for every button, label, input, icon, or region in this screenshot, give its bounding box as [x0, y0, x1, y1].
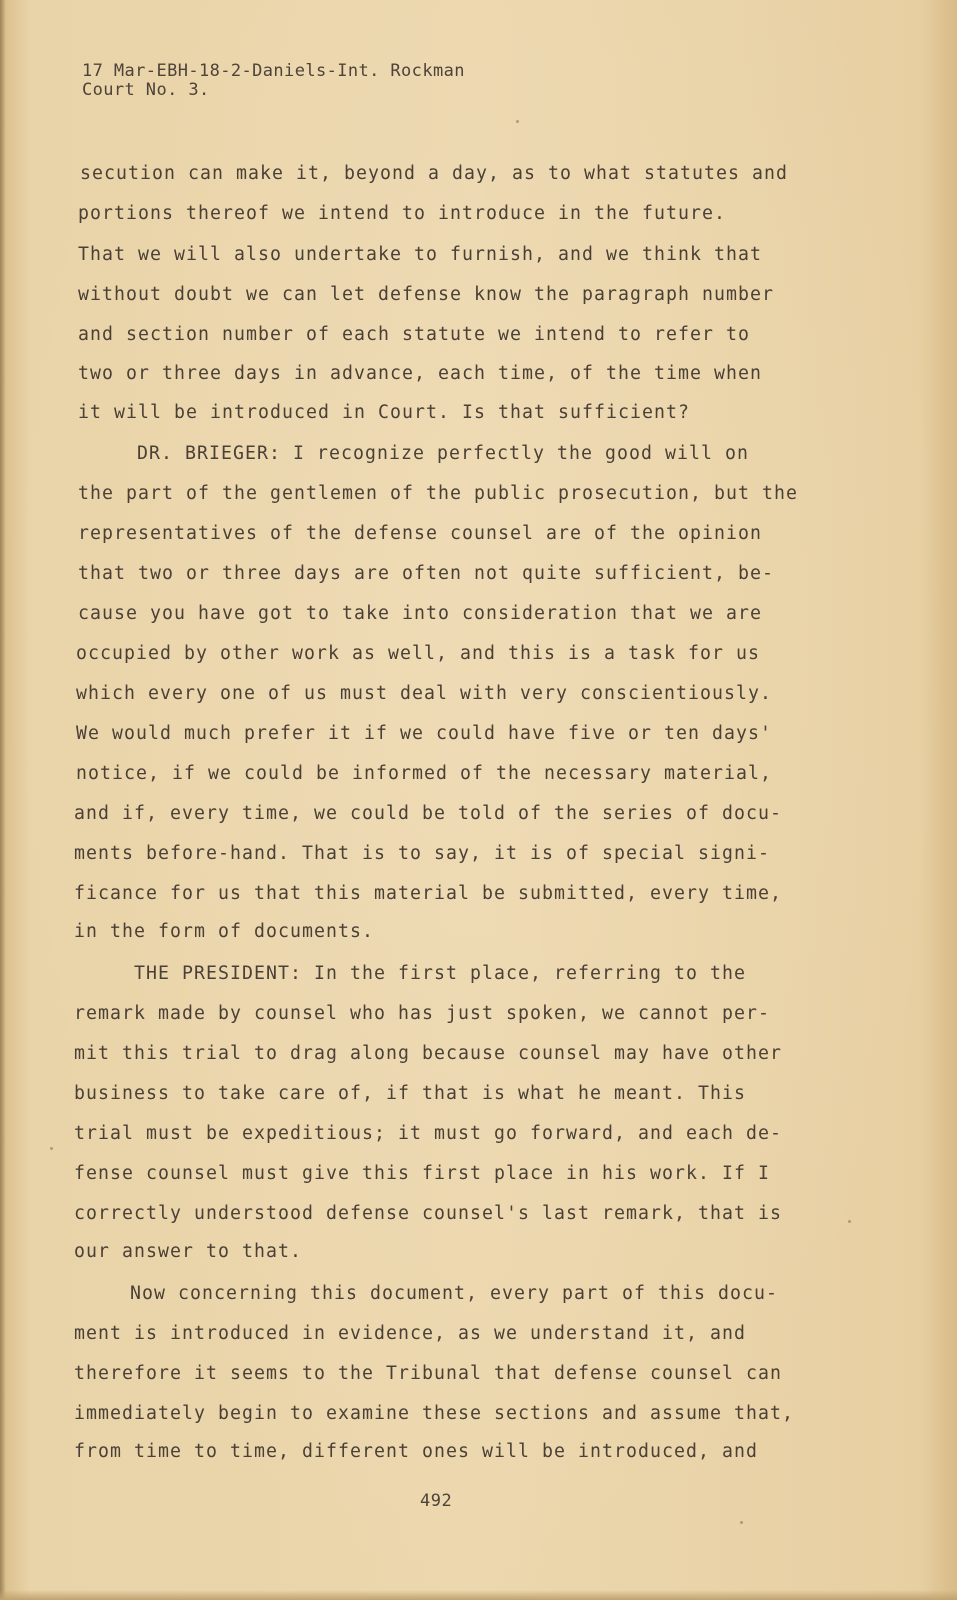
text-line: and if, every time, we could be told of the series of docu- [74, 803, 782, 824]
text-line: it will be introduced in Court. Is that sufficient? [78, 402, 690, 423]
text-line: That we will also undertake to furnish, and we think that [78, 244, 762, 265]
page-bottom-edge [0, 1590, 957, 1600]
text-line: from time to time, different ones will be introduced, and [74, 1441, 758, 1462]
text-line: therefore it seems to the Tribunal that defense counsel can [74, 1363, 782, 1384]
text-line: remark made by counsel who has just spoken, we cannot per- [74, 1003, 770, 1024]
text-line: fense counsel must give this first place in his work. If I [74, 1163, 770, 1184]
text-line: that two or three days are often not quite sufficient, be- [78, 563, 774, 584]
speaker-paragraph-start: DR. BRIEGER: I recognize perfectly the good will on [137, 443, 749, 464]
text-line: cause you have got to take into consideration that we are [78, 603, 762, 624]
text-line: secution can make it, beyond a day, as to what statutes and [80, 163, 788, 184]
text-line: our answer to that. [74, 1241, 302, 1262]
text-line: correctly understood defense counsel's last remark, that is [74, 1203, 782, 1224]
text-line: mit this trial to drag along because counsel may have other [74, 1043, 782, 1064]
speaker-paragraph-start: THE PRESIDENT: In the first place, referring to the [134, 963, 746, 984]
header-court-line: Court No. 3. [82, 80, 210, 100]
text-line: representatives of the defense counsel are of the opinion [78, 523, 762, 544]
page-left-edge [0, 0, 6, 1600]
document-header [82, 62, 465, 100]
text-line: immediately begin to examine these sections and assume that, [74, 1403, 794, 1424]
text-line: business to take care of, if that is what he meant. This [74, 1083, 746, 1104]
text-line: portions thereof we intend to introduce in the future. [78, 203, 726, 224]
paper-speck [516, 120, 519, 123]
text-line: two or three days in advance, each time, of the time when [78, 363, 762, 384]
text-line: ficance for us that this material be submitted, every time, [74, 883, 782, 904]
paragraph-start: Now concerning this document, every part of this docu- [130, 1283, 778, 1304]
text-line: notice, if we could be informed of the necessary material, [76, 763, 772, 784]
text-line: trial must be expeditious; it must go forward, and each de- [74, 1123, 782, 1144]
text-line: and section number of each statute we intend to refer to [78, 324, 750, 345]
text-line: which every one of us must deal with very conscientiously. [76, 683, 772, 704]
text-line: without doubt we can let defense know the paragraph number [78, 284, 774, 305]
text-line: We would much prefer it if we could have five or ten days' [76, 723, 772, 744]
text-line: in the form of documents. [74, 921, 374, 942]
text-line: occupied by other work as well, and this is a task for us [76, 643, 760, 664]
header-reference-line: 17 Mar-EBH-18-2-Daniels-Int. Rockman [82, 61, 465, 81]
paper-speck [50, 1147, 53, 1150]
text-line: ment is introduced in evidence, as we understand it, and [74, 1323, 746, 1344]
text-line: the part of the gentlemen of the public prosecution, but the [78, 483, 798, 504]
text-line: ments before-hand. That is to say, it is of special signi- [74, 843, 770, 864]
paper-speck [848, 1220, 851, 1223]
page-number: 492 [420, 1491, 453, 1511]
paper-speck [740, 1521, 743, 1524]
